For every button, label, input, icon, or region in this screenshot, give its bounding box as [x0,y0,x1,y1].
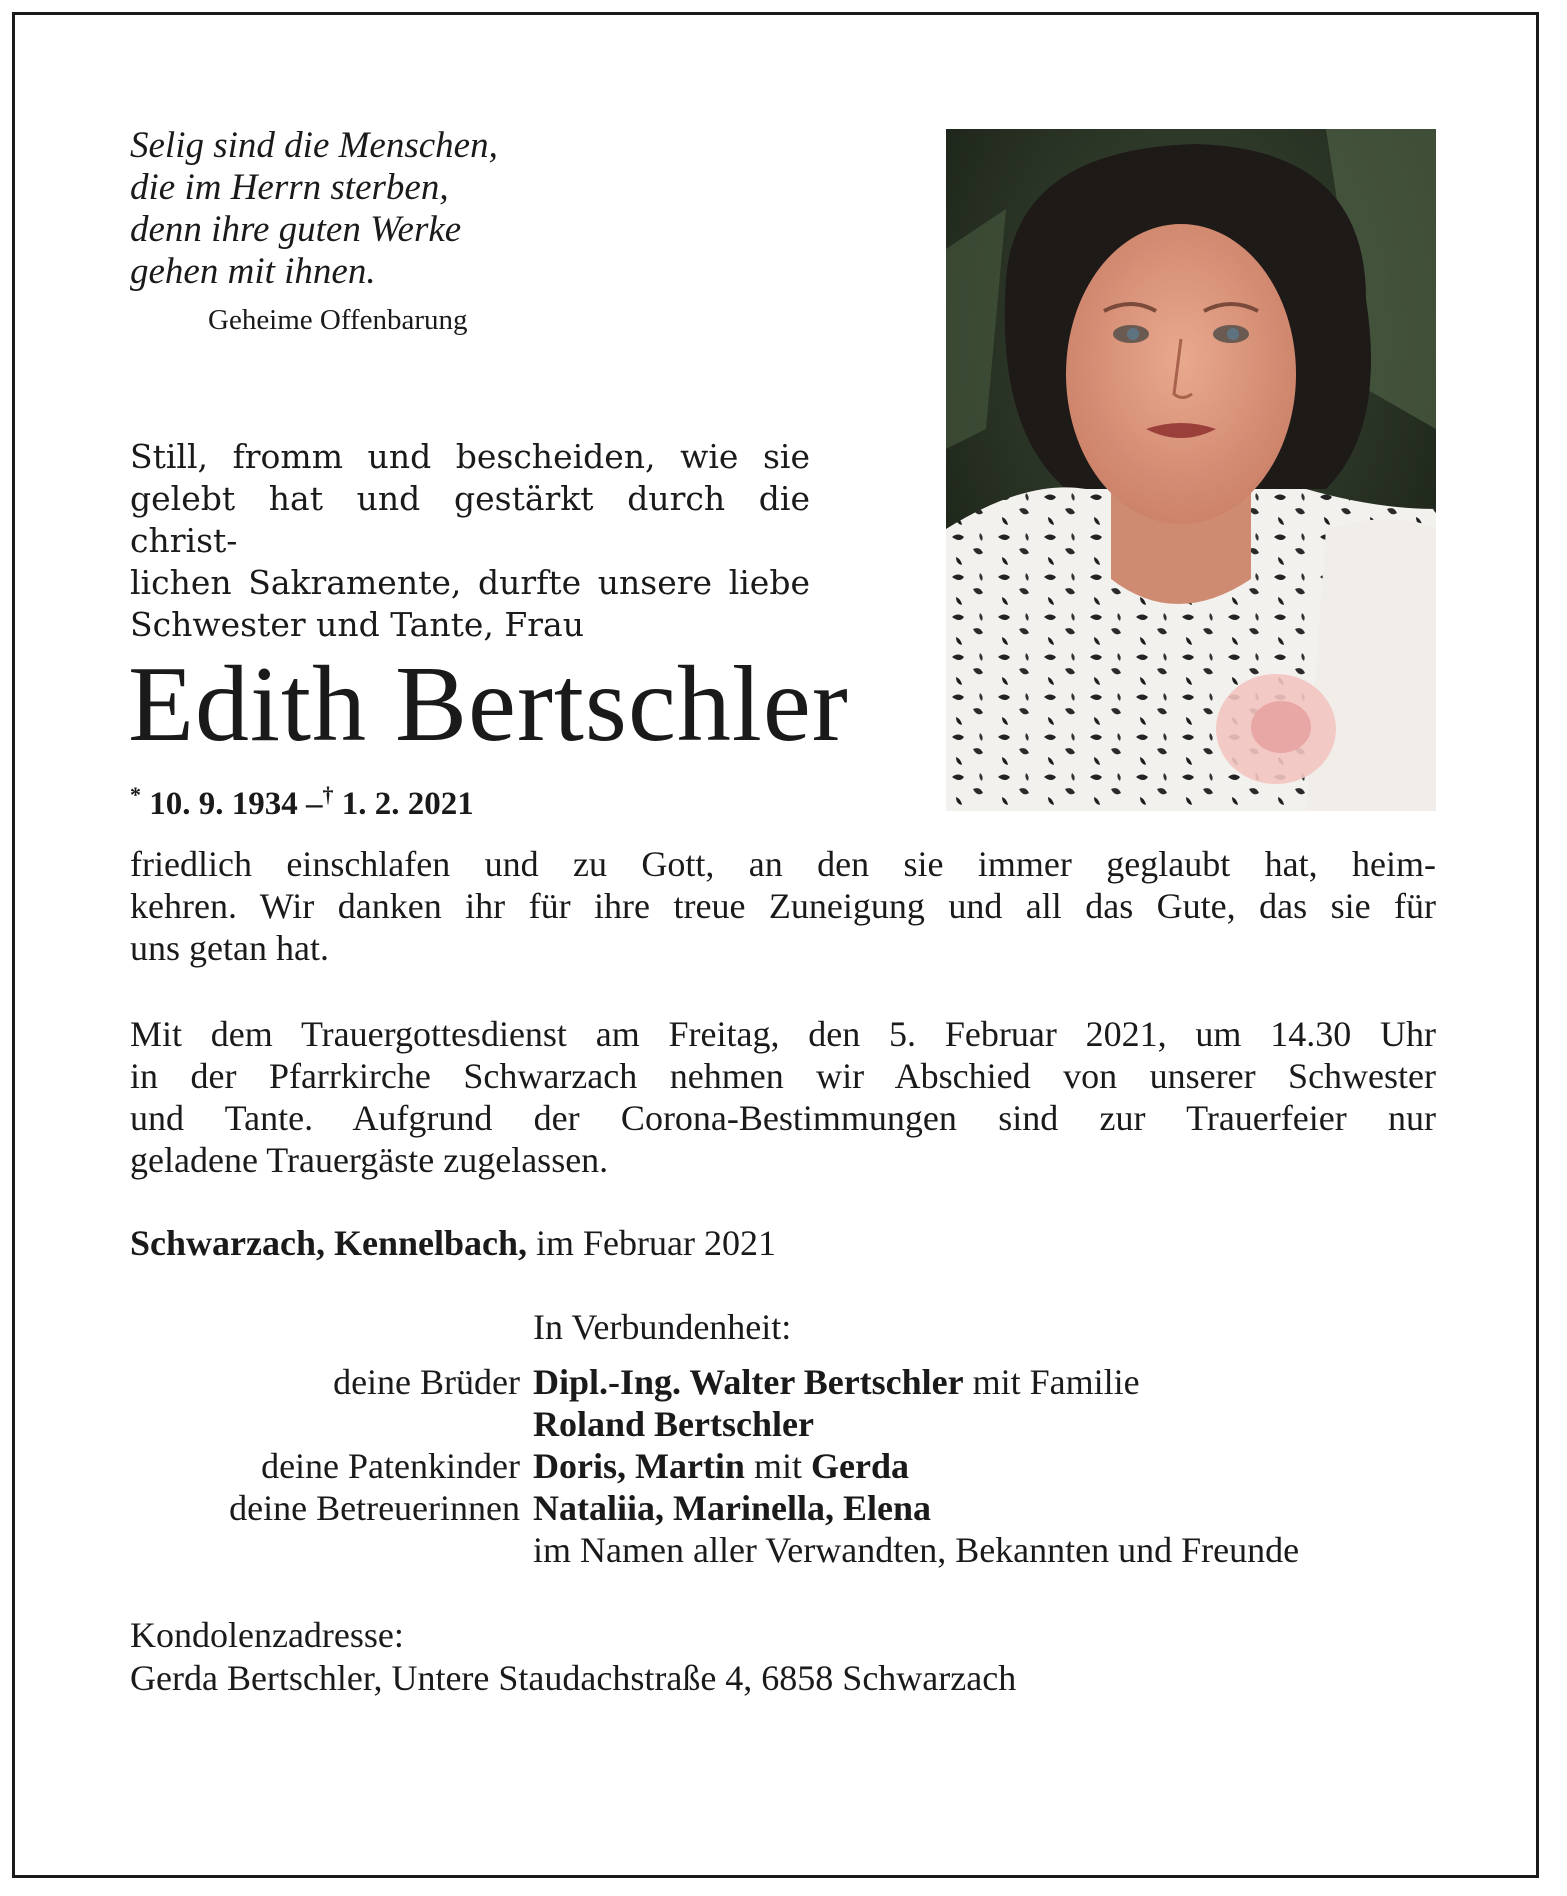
body-line: und Tante. Aufgrund der Corona-Bestimmungen sind zur Trauerfeier nur [130,1098,1436,1138]
mourner-name: Doris, Martin [533,1446,745,1486]
quote-line: Selig sind die Menschen, [130,125,498,166]
mourner-role [100,1529,533,1571]
condolence-label: Kondolenzadresse: [130,1615,404,1655]
portrait-illustration [946,129,1436,811]
mourner-row [100,1445,1440,1487]
body-paragraph-1 [130,843,1436,969]
mourner-role [100,1403,533,1445]
mourner-role: deine Brüder [333,1362,520,1402]
place-and-date [130,1222,776,1264]
mourners-list [100,1361,1440,1571]
birth-date: 10. 9. 1934 [149,786,298,822]
intro-line: gelebt hat und gestärkt durch die christ- [130,479,810,560]
mourner-note: mit Familie [972,1362,1140,1402]
date-separator: – [306,786,323,822]
mourner-name: Gerda [810,1446,909,1486]
mourner-role: deine Patenkinder [261,1446,520,1486]
body-line: friedlich einschlafen und zu Gott, an den sie immer geglaubt hat, heim- [130,844,1436,884]
mourner-role: deine Betreuerinnen [229,1488,520,1528]
towns: Schwarzach, Kennelbach, [130,1223,528,1263]
intro-line: lichen Sakramente, durfte unsere liebe [130,563,810,602]
birth-symbol: * [130,782,141,807]
body-line: kehren. Wir danken ihr für ihre treue Zuneigung und all das Gute, das sie für [130,886,1436,926]
condolence-address [130,1614,1016,1700]
mourner-name: Dipl.-Ing. Walter Bertschler [533,1362,964,1402]
body-line: in der Pfarrkirche Schwarzach nehmen wir Abschied von unserer Schwester [130,1056,1436,1096]
death-symbol: † [322,782,334,807]
life-dates [130,782,474,823]
death-date: 1. 2. 2021 [341,786,474,822]
mourner-row [100,1403,1440,1445]
bible-quote [130,125,560,293]
quote-line: gehen mit ihnen. [130,251,376,292]
mourner-name: Roland Bertschler [533,1404,814,1444]
intro-line: Still, fromm und bescheiden, wie sie [130,437,810,476]
body-line: Mit dem Trauergottesdienst am Freitag, den 5. Februar 2021, um 14.30 Uhr [130,1014,1436,1054]
intro-text [130,436,810,646]
quote-line: die im Herrn sterben, [130,167,449,208]
deceased-name: Edith Bertschler [128,645,849,764]
mourners-heading: In Verbundenheit: [533,1307,792,1347]
mourner-note: im Namen aller Verwandten, Bekannten und Freunde [533,1530,1300,1570]
quote-line: denn ihre guten Werke [130,209,462,250]
mourner-row [100,1529,1440,1571]
mourner-row [100,1361,1440,1403]
notice-date: im Februar 2021 [536,1223,776,1263]
quote-source: Geheime Offenbarung [208,304,468,336]
portrait-photo [946,129,1436,811]
body-line: geladene Trauergäste zugelassen. [130,1140,609,1180]
intro-line: Schwester und Tante, Frau [130,605,584,644]
body-paragraph-2 [130,1013,1436,1181]
body-line: uns getan hat. [130,928,329,968]
mourner-note: mit [753,1446,802,1486]
mourner-row [100,1487,1440,1529]
mourner-name: Nataliia, Marinella, Elena [533,1488,931,1528]
condolence-address-line: Gerda Bertschler, Untere Staudachstraße 4, 6858 Schwarzach [130,1658,1017,1698]
